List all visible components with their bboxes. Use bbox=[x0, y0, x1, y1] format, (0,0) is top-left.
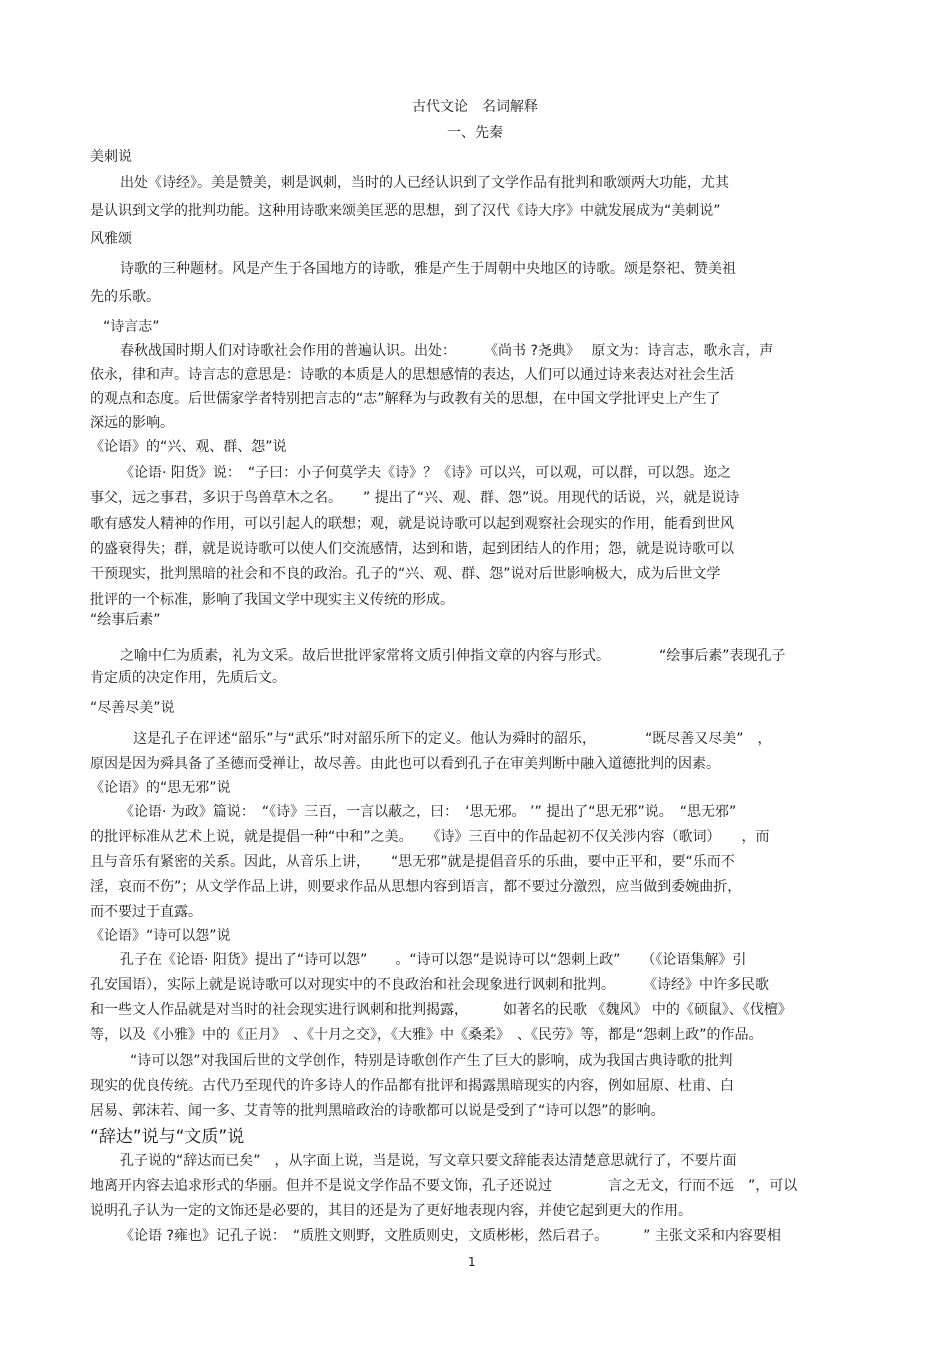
body-line: “诗可以怨”对我国后世的文学创作，特别是诗歌创作产生了巨大的影响，成为我国古典诗歌的批判 bbox=[130, 1053, 733, 1069]
body-line: 现实的优良传统。古代乃至现代的许多诗人的作品都有批评和揭露黑暗现实的内容，例如屈原、杜甫、白 bbox=[90, 1078, 734, 1094]
term-heading: 《论语》的“兴、观、群、怨”说 bbox=[90, 439, 287, 455]
body-line: 春秋战国时期人们对诗歌社会作用的普遍认识。出处： 《尚书 ?尧典》 原文为：诗言志，歌永言，声 bbox=[120, 343, 774, 359]
term-heading-large: “辞达”说与“文质”说 bbox=[90, 1127, 245, 1147]
body-line: 之喻中仁为质素，礼为文采。故后世批评家常将文质引伸指文章的内容与形式。 “绘事后素”表现孔子 bbox=[120, 648, 786, 664]
body-line: 《论语 ?雍也》记孔子说： “质胜文则野，文胜质则史，文质彬彬，然后君子。 ” 主张文采和内容要相 bbox=[120, 1228, 781, 1244]
body-line: 歌有感发人精神的作用，可以引起人的联想；观，就是说诗歌可以起到观察社会现实的作用，能看到世风 bbox=[90, 516, 734, 532]
body-line: 干预现实，批判黑暗的社会和不良的政治。孔子的“兴、观、群、怨”说对后世影响极大，成为后世文学 bbox=[90, 566, 721, 582]
body-line: 《论语· 阳货》说： “子曰：小子何莫学夫《诗》？《诗》可以兴，可以观，可以群，可以怨。迩之 bbox=[120, 465, 732, 481]
term-heading: 《论语》的“思无邪”说 bbox=[90, 780, 231, 796]
body-line: 且与音乐有紧密的关系。因此，从音乐上讲， “思无邪”就是提倡音乐的乐曲，要中正平和，要“乐而不 bbox=[90, 854, 735, 870]
body-line: 先的乐歌。 bbox=[90, 289, 160, 305]
body-line: 的盛衰得失；群，就是说诗歌可以使人们交流感情，达到和谐，起到团结人的作用；怨，就是说诗歌可以 bbox=[90, 541, 734, 557]
document-title: 古代文论 名词解释 bbox=[412, 99, 538, 115]
body-line: 这是孔子在评述“韶乐”与“武乐”时对韶乐所下的定义。他认为舜时的韶乐， “既尽善又尽美” ， bbox=[133, 731, 772, 747]
body-line: 事父，远之事君，多识于鸟兽草木之名。 ” 提出了“兴、观、群、怨”说。用现代的话说，兴，就是说诗 bbox=[90, 490, 740, 506]
body-line: 孔子在《论语· 阳货》提出了“诗可以怨” 。“诗可以怨”是说诗可以“怨刺上政” （《论语集解》引 bbox=[120, 952, 747, 968]
body-line: 孔安国语），实际上就是说诗歌可以对现实中的不良政治和社会现象进行讽刺和批判。 《诗经》中许多民歌 bbox=[90, 977, 769, 993]
term-heading: 风雅颂 bbox=[90, 231, 132, 247]
page-number: 1 bbox=[468, 1255, 476, 1269]
body-line: 说明孔子认为一定的文饰还是必要的，其目的还是为了更好地表现内容，并使它起到更大的作用。 bbox=[90, 1203, 692, 1219]
term-heading: 美刺说 bbox=[90, 149, 132, 165]
body-line: 而不要过于直露。 bbox=[90, 904, 202, 920]
body-line: 的观点和态度。后世儒家学者特别把言志的“志”解释为与政教有关的思想，在中国文学批评史上产生了 bbox=[90, 391, 721, 407]
body-line: 深远的影响。 bbox=[90, 415, 174, 431]
term-heading: “尽善尽美”说 bbox=[90, 700, 175, 716]
body-line: 地离开内容去追求形式的华丽。但并不是说文学作品不要文饰，孔子还说过 言之无文，行而不远 ”，可以 bbox=[90, 1178, 798, 1194]
body-line: 依永，律和声。诗言志的意思是：诗歌的本质是人的思想感情的表达，人们可以通过诗来表达对社会生活 bbox=[90, 367, 734, 383]
body-line: 出处《诗经》。美是赞美，刺是讽刺，当时的人已经认识到了文学作品有批判和歌颂两大功能，尤其 bbox=[120, 175, 729, 191]
body-line: 等，以及《小雅》中的《正月》 、《十月之交》，《大雅》中《桑柔》 、《民劳》等，都是“怨刺上政”的作品。 bbox=[90, 1027, 763, 1043]
body-line: 是认识到文学的批判功能。这种用诗歌来颂美匡恶的思想，到了汉代《诗大序》中就发展成为“美刺说” bbox=[90, 203, 721, 219]
body-line: 孔子说的“辞达而已矣” ，从字面上说，当是说，写文章只要文辞能表达清楚意思就行了，不要片面 bbox=[120, 1153, 737, 1169]
body-line: 的批评标准从艺术上说，就是提倡一种“中和”之美。 《诗》三百中的作品起初不仅关涉内容（歌词） ，而 bbox=[90, 829, 770, 845]
body-line: 诗歌的三种题材。风是产生于各国地方的诗歌，雅是产生于周朝中央地区的诗歌。颂是祭祀、赞美祖 bbox=[120, 261, 736, 277]
term-heading: “诗言志” bbox=[103, 319, 160, 335]
body-line: 淫，哀而不伤”；从文学作品上讲，则要求作品从思想内容到语言，都不要过分激烈，应当做到委婉曲折， bbox=[90, 879, 742, 895]
body-line: 《论语· 为政》篇说： “《诗》三百，一言以蔽之，曰： ‘思无邪。 ’” 提出了“思无邪”说。 “思无邪” bbox=[120, 804, 737, 820]
body-line: 批评的一个标准，影响了我国文学中现实主义传统的形成。 bbox=[90, 592, 454, 608]
term-heading: 《论语》“诗可以怨”说 bbox=[90, 928, 231, 944]
body-line: 原因是因为舜具备了圣德而受禅让，故尽善。由此也可以看到孔子在审美判断中融入道德批判的因素。 bbox=[90, 756, 720, 772]
body-line: 肯定质的决定作用，先质后文。 bbox=[90, 670, 286, 686]
term-heading: “绘事后素” bbox=[90, 612, 161, 628]
section-heading: 一、先秦 bbox=[447, 125, 503, 141]
body-line: 和一些文人作品就是对当时的社会现实进行讽刺和批判揭露， 如著名的民歌 《魏风》 中的《硕鼠》、《伐檀》 bbox=[90, 1002, 792, 1018]
body-line: 居易、郭沫若、闻一多、艾青等的批判黑暗政治的诗歌都可以说是受到了“诗可以怨”的影响。 bbox=[90, 1103, 665, 1119]
